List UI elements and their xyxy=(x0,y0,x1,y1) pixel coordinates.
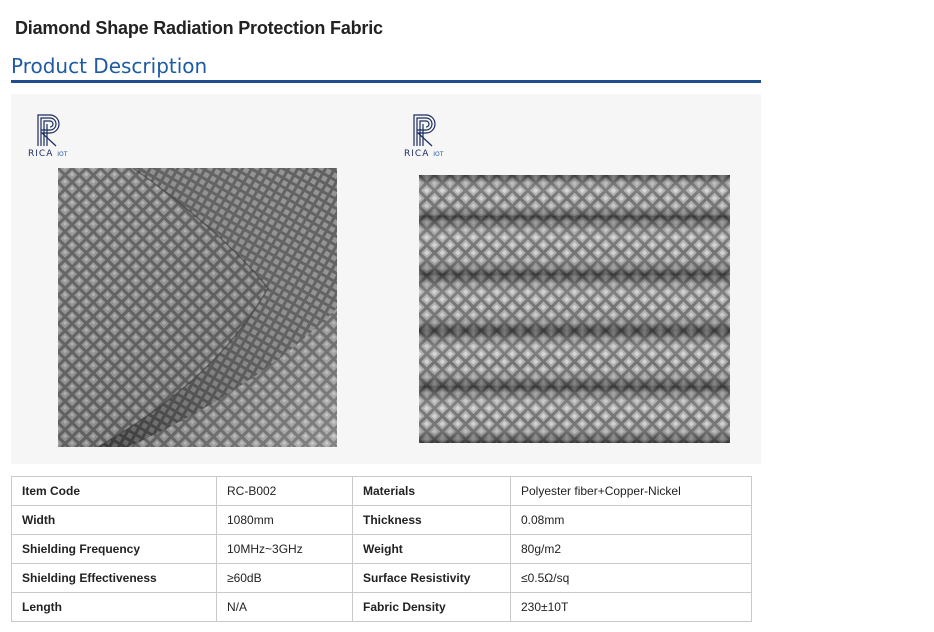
table-row xyxy=(12,564,752,593)
spec-value: 230±10T xyxy=(511,593,752,622)
spec-value: 80g/m2 xyxy=(511,535,752,564)
product-title: Diamond Shape Radiation Protection Fabric xyxy=(15,18,383,38)
spec-label: Length xyxy=(12,593,217,622)
table-row xyxy=(12,535,752,564)
spec-value: 10MHz~3GHz xyxy=(217,535,353,564)
spec-label: Width xyxy=(12,506,217,535)
table-row xyxy=(12,477,752,506)
spec-value: N/A xyxy=(217,593,353,622)
spec-value: Polyester fiber+Copper-Nickel xyxy=(511,477,752,506)
logo-brand: RICA xyxy=(404,149,430,159)
table-row xyxy=(12,593,752,622)
spec-value: ≥60dB xyxy=(217,564,353,593)
spec-label: Shielding Effectiveness xyxy=(12,564,217,593)
product-photo-sheet xyxy=(11,94,386,464)
logo-suffix: IOT xyxy=(433,151,444,158)
rica-logo xyxy=(28,112,88,160)
specs-table xyxy=(11,476,752,622)
spec-value: RC-B002 xyxy=(217,477,353,506)
spec-value: 0.08mm xyxy=(511,506,752,535)
table-row xyxy=(12,506,752,535)
logo-suffix: IOT xyxy=(57,151,68,158)
section-heading-text: Product Description xyxy=(11,54,208,78)
spec-label: Materials xyxy=(353,477,511,506)
fabric-sheet-image xyxy=(58,168,337,447)
product-photo-folds xyxy=(386,94,761,464)
spec-label: Thickness xyxy=(353,506,511,535)
spec-label: Item Code xyxy=(12,477,217,506)
rica-logo-mark-icon xyxy=(404,112,444,148)
spec-label: Weight xyxy=(353,535,511,564)
fabric-folds-image xyxy=(419,175,730,443)
spec-label: Fabric Density xyxy=(353,593,511,622)
spec-value: 1080mm xyxy=(217,506,353,535)
logo-brand: RICA xyxy=(28,149,54,159)
spec-label: Surface Resistivity xyxy=(353,564,511,593)
rica-logo-mark-icon xyxy=(28,112,68,148)
spec-value: ≤0.5Ω/sq xyxy=(511,564,752,593)
section-heading xyxy=(11,54,761,83)
spec-label: Shielding Frequency xyxy=(12,535,217,564)
rica-logo xyxy=(404,112,464,160)
